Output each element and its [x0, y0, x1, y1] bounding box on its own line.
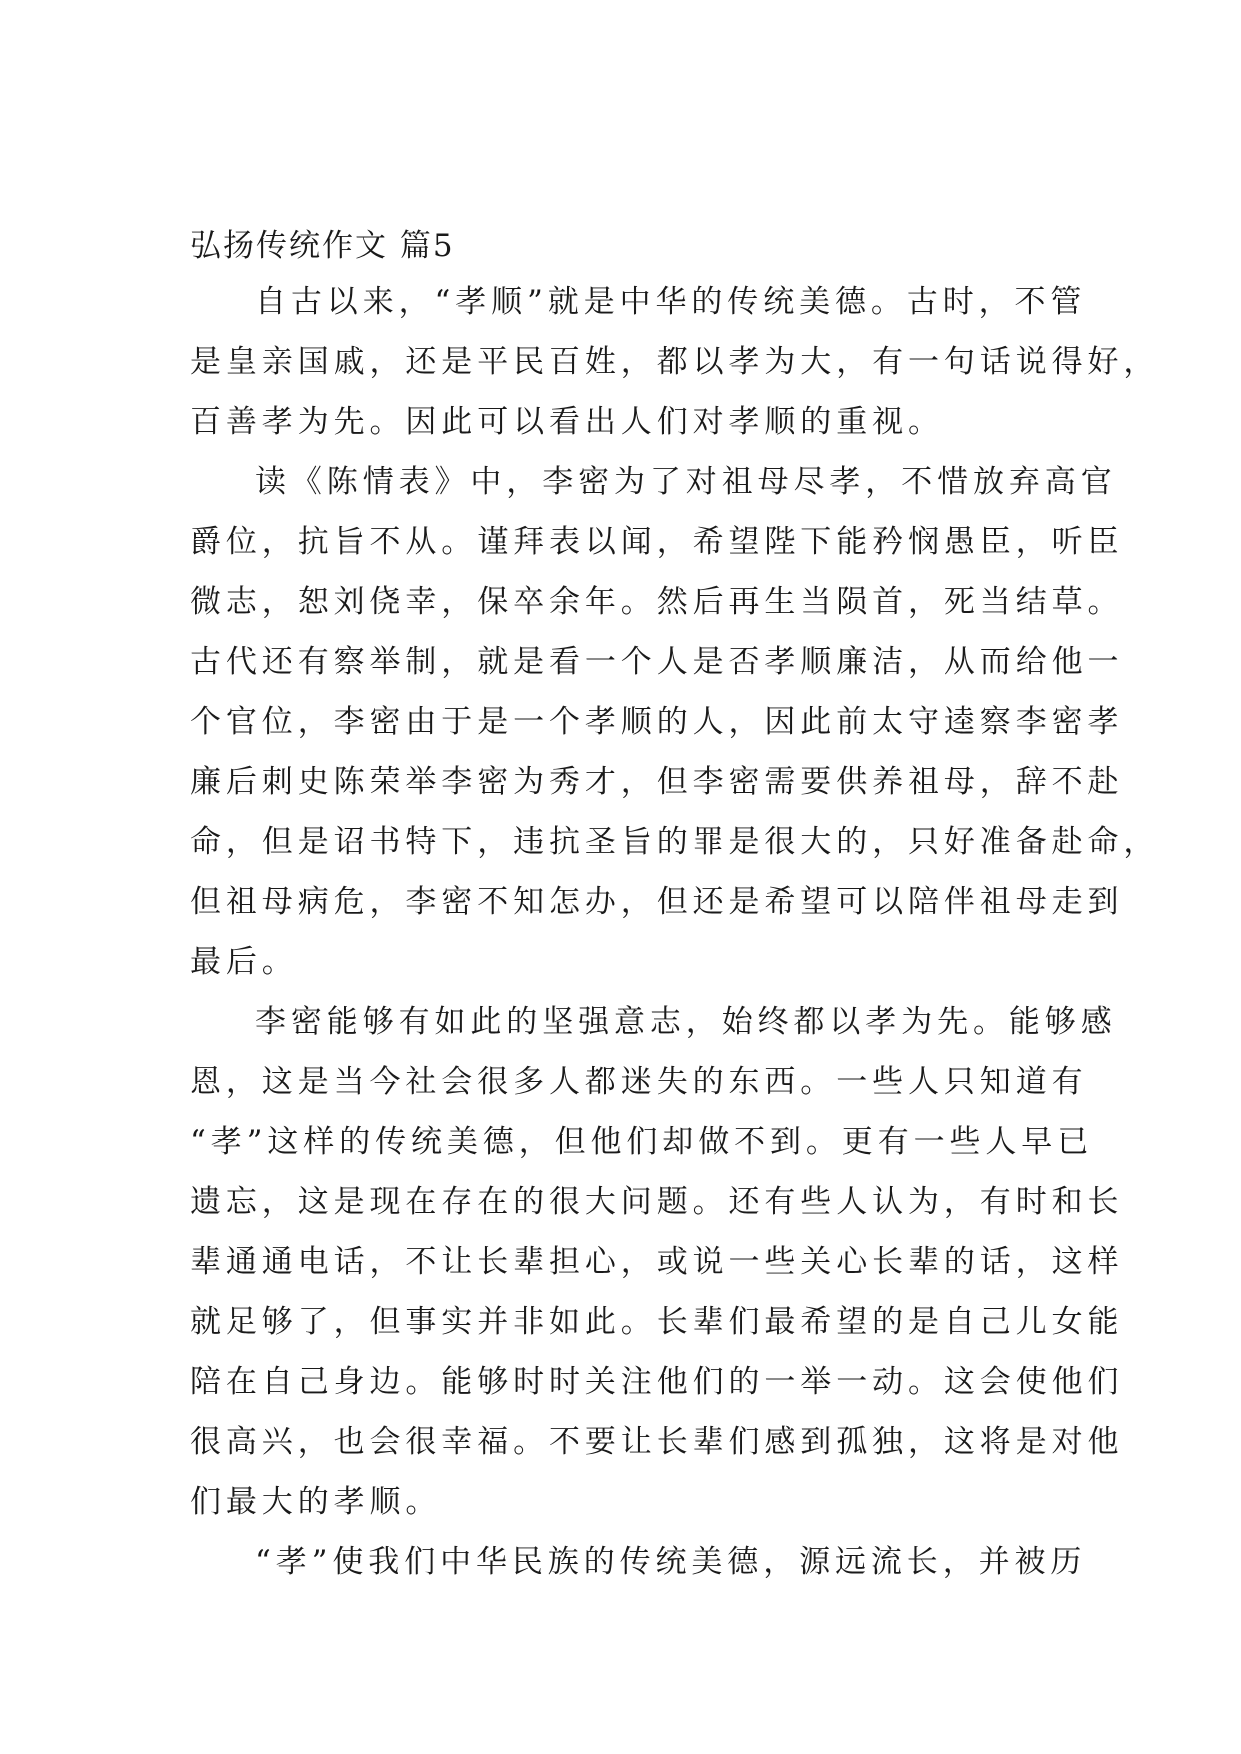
- text-line: 就足够了，但事实并非如此。长辈们最希望的是自己儿女能: [190, 1304, 1124, 1340]
- text-line: “孝”这样的传统美德，但他们却做不到。更有一些人早已: [190, 1124, 1094, 1160]
- text-line: 读《陈情表》中，李密为了对祖母尽孝，不惜放弃高官: [255, 464, 1117, 500]
- text-line: 百善孝为先。因此可以看出人们对孝顺的重视。: [190, 404, 944, 440]
- text-line: 李密能够有如此的坚强意志，始终都以孝为先。能够感: [255, 1004, 1117, 1040]
- text-line: 遗忘，这是现在存在的很大问题。还有些人认为，有时和长: [190, 1184, 1124, 1220]
- text-line: 微志，恕刘侥幸，保卒余年。然后再生当陨首，死当结草。: [190, 584, 1124, 620]
- text-line: 是皇亲国戚，还是平民百姓，都以孝为大，有一句话说得好，: [190, 344, 1160, 380]
- text-line: 古代还有察举制，就是看一个人是否孝顺廉洁，从而给他一: [190, 644, 1124, 680]
- text-line: 但祖母病危，李密不知怎办，但还是希望可以陪伴祖母走到: [190, 884, 1124, 920]
- text-line: 恩，这是当今社会很多人都迷失的东西。一些人只知道有: [190, 1064, 1088, 1100]
- text-line: “孝”使我们中华民族的传统美德，源远流长，并被历: [255, 1544, 1087, 1580]
- text-line: 命，但是诏书特下，违抗圣旨的罪是很大的，只好准备赴命，: [190, 824, 1160, 860]
- essay-heading: 弘扬传统作文 篇5: [190, 228, 455, 264]
- text-line: 陪在自己身边。能够时时关注他们的一举一动。这会使他们: [190, 1364, 1124, 1400]
- text-line: 个官位，李密由于是一个孝顺的人，因此前太守逵察李密孝: [190, 704, 1124, 740]
- text-line: 爵位，抗旨不从。谨拜表以闻，希望陛下能矜悯愚臣，听臣: [190, 524, 1124, 560]
- text-line: 廉后刺史陈荣举李密为秀才，但李密需要供养祖母，辞不赴: [190, 764, 1124, 800]
- text-line: 们最大的孝顺。: [190, 1484, 442, 1520]
- text-line: 很高兴，也会很幸福。不要让长辈们感到孤独，这将是对他: [190, 1424, 1124, 1460]
- text-line: 辈通通电话，不让长辈担心，或说一些关心长辈的话，这样: [190, 1244, 1124, 1280]
- text-line: 最后。: [190, 944, 298, 980]
- text-line: 自古以来，“孝顺”就是中华的传统美德。古时，不管: [255, 284, 1087, 320]
